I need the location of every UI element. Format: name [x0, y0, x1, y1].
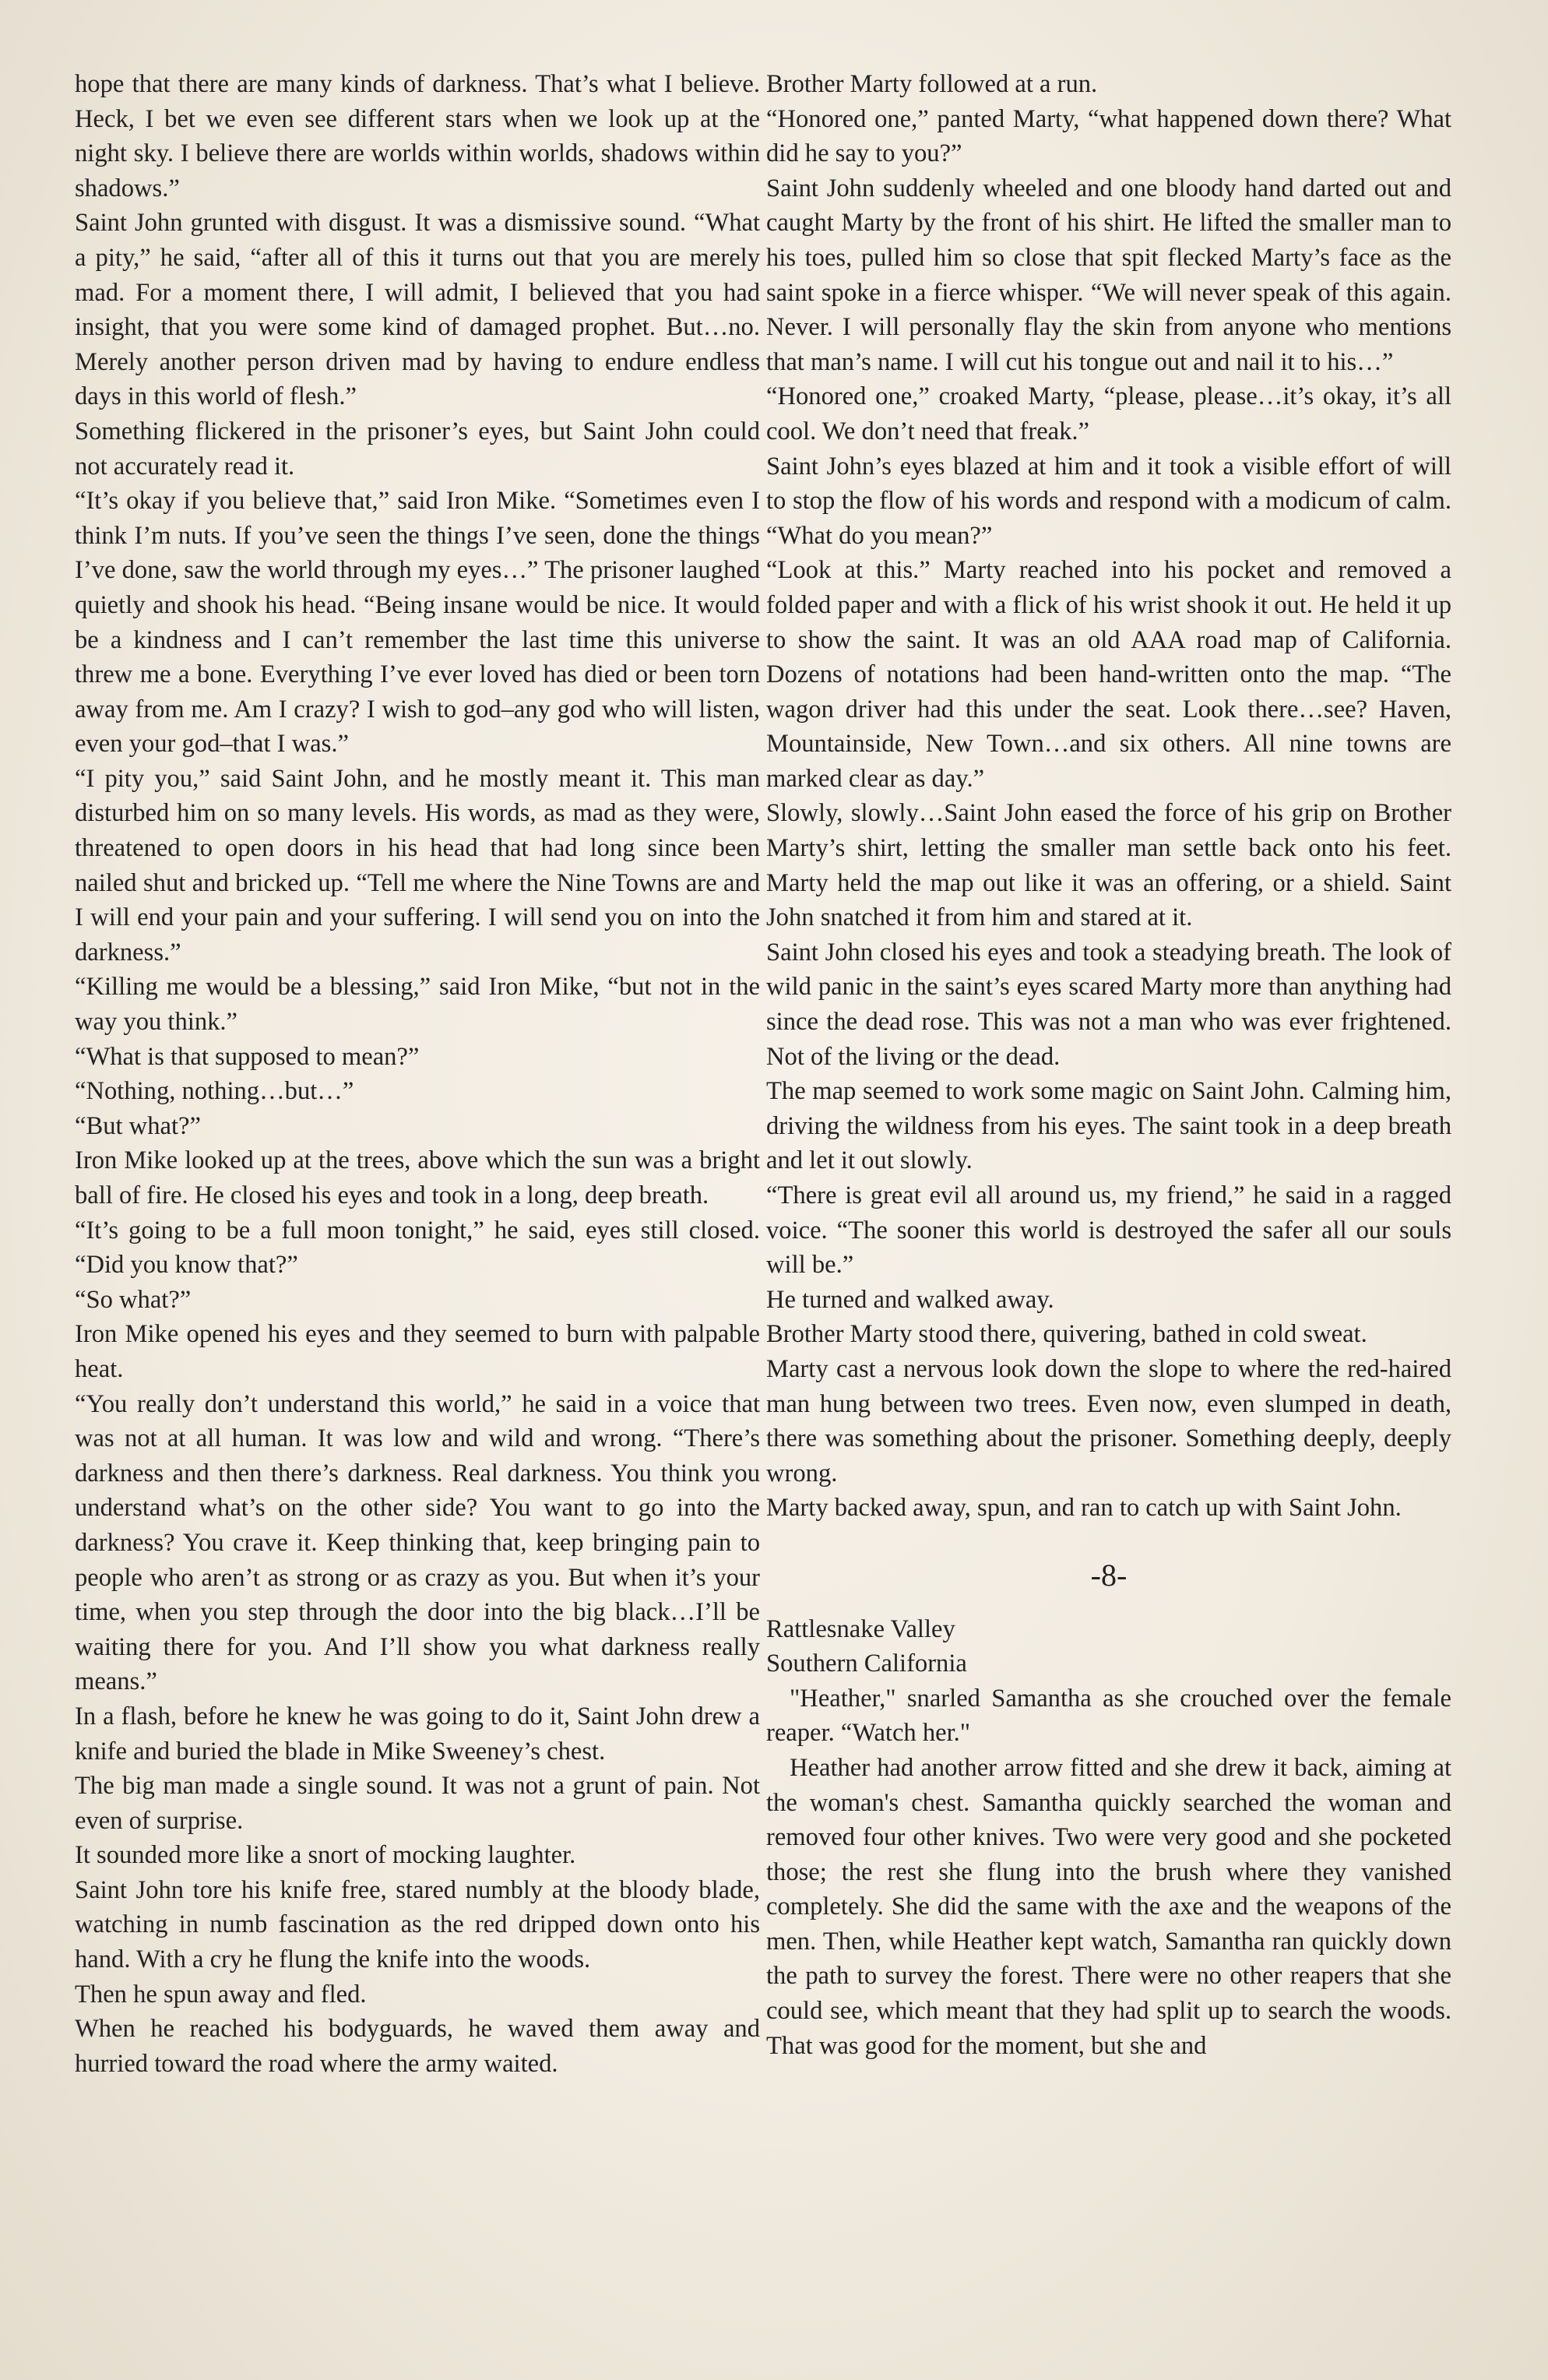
- paragraph: “What is that supposed to mean?”: [75, 1042, 420, 1071]
- paragraph: Marty backed away, spun, and ran to catch up with Saint John.: [766, 1494, 1402, 1523]
- paragraph: “You really don’t understand this world,” he said in a voice that was not at all human. It was low and wild and wrong. “There’s darkness and then there’s darkness. Real darkness. You think you understand what’s on the other side? You want to go into the darkness? You crave it. Keep thinking that, keep bringing pain to people who aren’t as strong or as crazy as you. But when it’s your time, when you step through the door into the big black…I’ll be waiting there for you. And I’ll show you what darkness really means.”: [75, 1389, 760, 1696]
- paragraph: Marty cast a nervous look down the slope to where the red-haired man hung between two trees. Even now, even slumped in death, there was something about the prisoner. Something deeply, deeply wrong.: [766, 1354, 1451, 1488]
- paragraph: Something flickered in the prisoner’s eyes, but Saint John could not accurately read it.: [75, 417, 760, 481]
- chapter-heading: -8-: [1090, 1557, 1128, 1593]
- paragraph: Saint John’s eyes blazed at him and it took a visible effort of will to stop the flow of his words and respond with a modicum of calm. “What do you mean?”: [766, 452, 1451, 550]
- paragraph: “I pity you,” said Saint John, and he mostly meant it. This man disturbed him on so many levels. His words, as mad as they were, threatened to open doors in his head that had long since been nailed shut and bricked up. “Tell me where the Nine Towns are and I will end your pain and your suffering. I will send you on into the darkness.”: [75, 764, 760, 966]
- paragraph: "Heather," snarled Samantha as she crouched over the female reaper. “Watch her.": [766, 1684, 1451, 1748]
- paragraph: “Nothing, nothing…but…”: [75, 1077, 354, 1106]
- paragraph: Saint John closed his eyes and took a steadying breath. The look of wild panic in the saint’s eyes scared Marty more than anything had since the dead rose. This was not a man who was ever frightened. Not of the living or the dead.: [766, 938, 1451, 1071]
- paragraph: “Honored one,” panted Marty, “what happened down there? What did he say to you?”: [766, 104, 1451, 168]
- paragraph: Saint John suddenly wheeled and one bloody hand darted out and caught Marty by the front of his shirt. He lifted the smaller man to his toes, pulled him so close that spit flecked Marty’s face as the saint spoke in a fierce whisper. “We will never speak of this again. Never. I will personally flay the skin from anyone who mentions that man’s name. I will cut his tongue out and nail it to his…”: [766, 174, 1451, 376]
- paragraph: hope that there are many kinds of darkness. That’s what I believe. Heck, I bet we even see different stars when we look up at the night sky. I believe there are worlds within worlds, shadows within shadows.”: [75, 70, 760, 202]
- paragraph: “It’s going to be a full moon tonight,” he said, eyes still closed. “Did you know that?”: [75, 1216, 760, 1280]
- paragraph: “There is great evil all around us, my friend,” he said in a ragged voice. “The sooner this world is destroyed the safer all our souls will be.”: [766, 1181, 1451, 1280]
- paragraph: Saint John grunted with disgust. It was a dismissive sound. “What a pity,” he said, “after all of this it turns out that you are merely mad. For a moment there, I will admit, I believed that you had insight, that you were some kind of damaged prophet. But…no. Merely another person driven mad by having to endure endless days in this world of flesh.”: [75, 209, 760, 411]
- paragraph: When he reached his bodyguards, he waved them away and hurried toward the road where the army waited.: [75, 2015, 760, 2078]
- paragraph: “Honored one,” croaked Marty, “please, please…it’s okay, it’s all cool. We don’t need that freak.”: [766, 382, 1451, 445]
- paragraph: Heather had another arrow fitted and she drew it back, aiming at the woman's chest. Samantha quickly searched the woman and removed four other knives. Two were very good and she pocketed those; the rest she flung into the brush where they vanished completely. She did the same with the axe and the weapons of the men. Then, while Heather kept watch, Samantha ran quickly down the path to survey the forest. There were no other reapers that she could see, which meant that they had split up to search the woods. That was good for the moment, but she and: [766, 1753, 1451, 2060]
- paragraph: “So what?”: [75, 1285, 192, 1314]
- paragraph: “It’s okay if you believe that,” said Iron Mike. “Sometimes even I think I’m nuts. If you’ve seen the things I’ve seen, done the things I’ve done, saw the world through my eyes…” The prisoner laughed quietly and shook his head. “Being insane would be nice. It would be a kindness and I can’t remember the last time this universe threw me a bone. Everything I’ve ever loved has died or been torn away from me. Am I crazy? I wish to god–any god who will listen, even your god–that I was.”: [75, 487, 760, 759]
- paragraph: Iron Mike looked up at the trees, above which the sun was a bright ball of fire. He closed his eyes and took in a long, deep breath.: [75, 1146, 760, 1209]
- paragraph: Iron Mike opened his eyes and they seemed to burn with palpable heat.: [75, 1320, 760, 1383]
- paragraph: The map seemed to work some magic on Saint John. Calming him, driving the wildness from his eyes. The saint took in a deep breath and let it out slowly.: [766, 1077, 1451, 1175]
- paragraph: “Look at this.” Marty reached into his pocket and removed a folded paper and with a flick of his wrist shook it out. He held it up to show the saint. It was an old AAA road map of California. Dozens of notations had been hand-written onto the map. “The wagon driver had this under the seat. Look there…see? Haven, Mountainside, New Town…and six others. All nine towns are marked clear as day.”: [766, 556, 1451, 793]
- paragraph: Then he spun away and fled.: [75, 1980, 367, 2009]
- paragraph: Brother Marty followed at a run.: [766, 70, 1098, 98]
- paragraph: It sounded more like a snort of mocking laughter.: [75, 1841, 576, 1870]
- paragraph: “But what?”: [75, 1111, 201, 1140]
- paragraph: Saint John tore his knife free, stared numbly at the bloody blade, watching in numb fascination as the red dripped down onto his hand. With a cry he flung the knife into the woods.: [75, 1875, 760, 1974]
- right-column: [766, 67, 1451, 2063]
- left-column: [75, 67, 760, 2081]
- paragraph: Slowly, slowly…Saint John eased the force of his grip on Brother Marty’s shirt, letting the smaller man settle back onto his feet. Marty held the map out like it was an offering, or a shield. Saint John snatched it from him and stared at it.: [766, 799, 1451, 932]
- paragraph: “Killing me would be a blessing,” said Iron Mike, “but not in the way you think.”: [75, 973, 760, 1037]
- paragraph: In a flash, before he knew he was going to do it, Saint John drew a knife and buried the blade in Mike Sweeney’s chest.: [75, 1702, 760, 1766]
- paragraph: Brother Marty stood there, quivering, bathed in cold sweat.: [766, 1320, 1367, 1349]
- paragraph: The big man made a single sound. It was not a grunt of pain. Not even of surprise.: [75, 1772, 760, 1835]
- paragraph: He turned and walked away.: [766, 1285, 1054, 1314]
- location-line: Rattlesnake Valley: [766, 1614, 955, 1643]
- location-line: Southern California: [766, 1649, 967, 1678]
